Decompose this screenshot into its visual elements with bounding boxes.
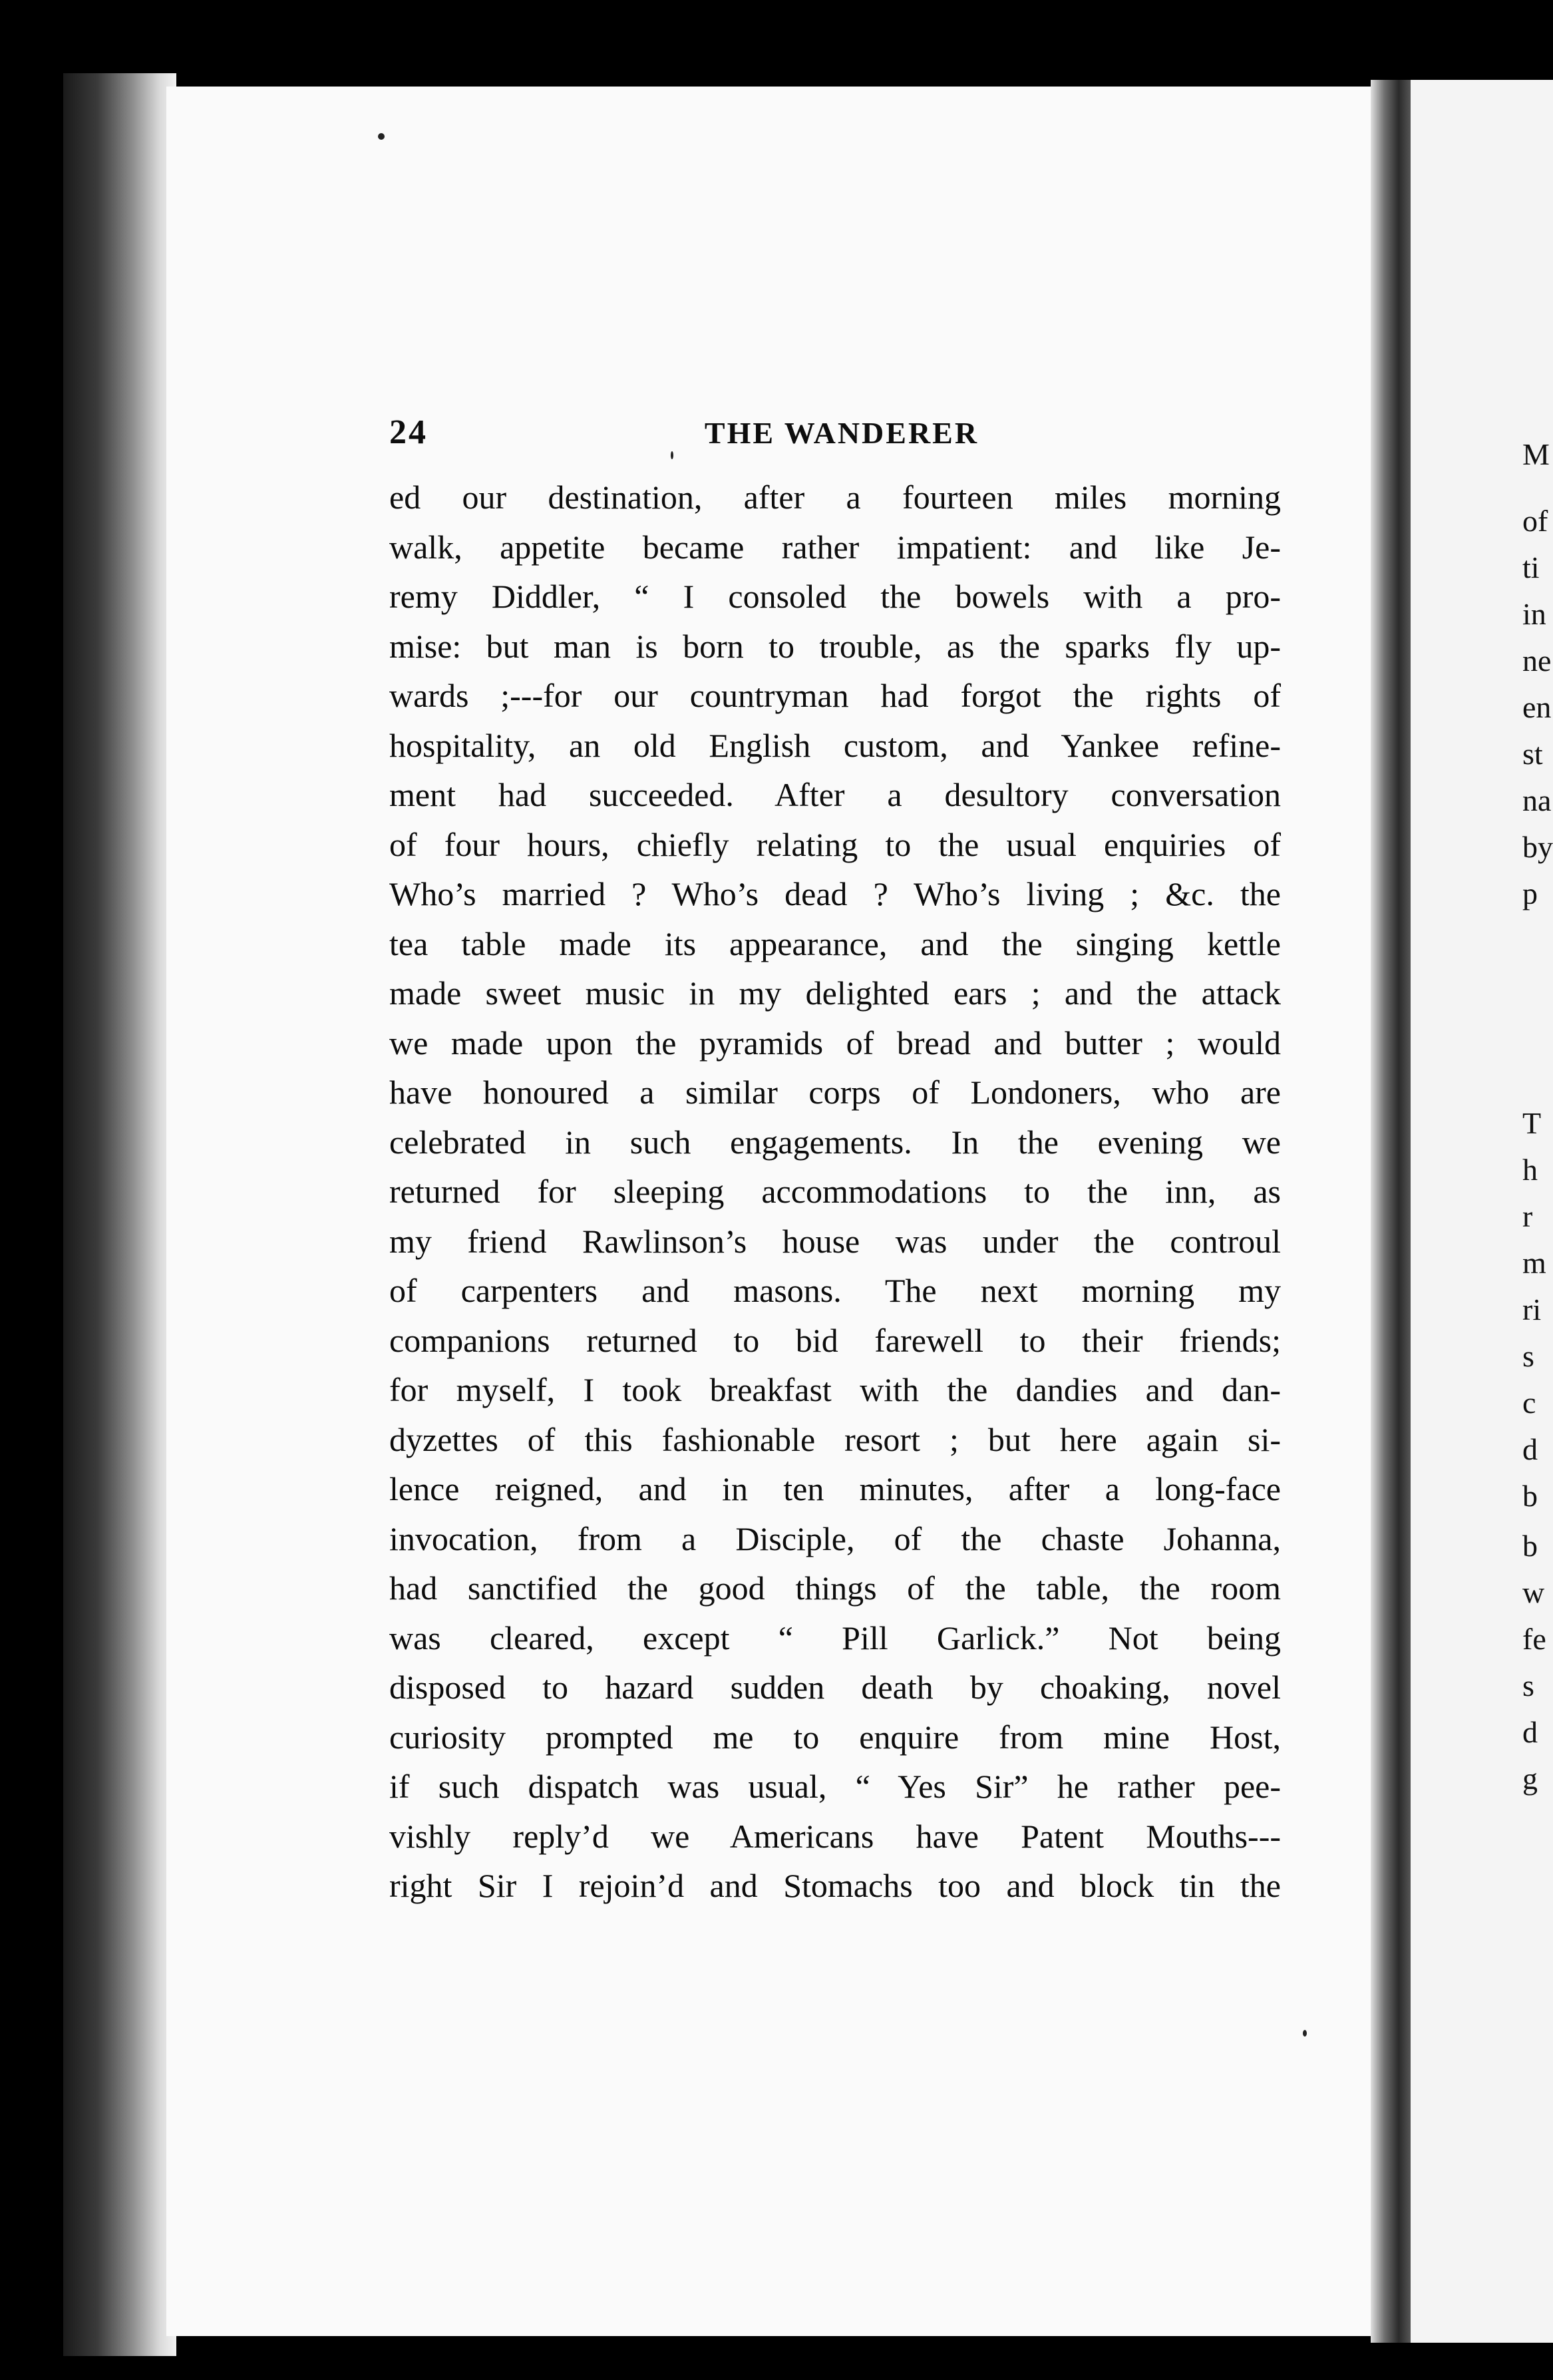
facing-page-fragment: g bbox=[1522, 1762, 1538, 1796]
body-text bbox=[389, 473, 1281, 1911]
facing-page-fragment: w bbox=[1522, 1575, 1545, 1609]
text-line: of carpenters and masons. The next morning my bbox=[389, 1272, 1281, 1309]
facing-page bbox=[1411, 80, 1553, 2343]
facing-page-fragment: s bbox=[1522, 1339, 1534, 1373]
facing-page-fragment: b bbox=[1522, 1479, 1538, 1513]
facing-page-fragment: d bbox=[1522, 1432, 1538, 1466]
scan-speck bbox=[378, 133, 385, 140]
text-line: for myself, I took breakfast with the dandies and dan- bbox=[389, 1371, 1281, 1408]
text-line: returned for sleeping accommodations to the inn, as bbox=[389, 1173, 1281, 1210]
text-line: my friend Rawlinson’s house was under the controul bbox=[389, 1222, 1281, 1260]
scan-speck bbox=[1303, 2030, 1307, 2037]
facing-page-fragment: by bbox=[1522, 830, 1553, 864]
text-line: celebrated in such engagements. In the evening we bbox=[389, 1123, 1281, 1161]
text-line: ed our destination, after a fourteen miles morning bbox=[389, 479, 1281, 516]
text-line: made sweet music in my delighted ears ; and the attack bbox=[389, 974, 1281, 1012]
facing-page-fragment: m bbox=[1522, 1246, 1546, 1280]
text-line: of four hours, chiefly relating to the usual enquiries of bbox=[389, 825, 1281, 863]
page-title: THE WANDERER bbox=[704, 416, 979, 450]
text-line: wards ;---for our countryman had forgot the rights of bbox=[389, 677, 1281, 714]
text-line: ment had succeeded. After a desultory conversation bbox=[389, 776, 1281, 813]
facing-page-fragment: of bbox=[1522, 504, 1548, 538]
facing-page-fragment: M bbox=[1522, 437, 1550, 471]
text-line: mise: but man is born to trouble, as the sparks fly up- bbox=[389, 627, 1281, 665]
scan-speck bbox=[671, 451, 673, 459]
facing-page-fragment: ri bbox=[1522, 1292, 1542, 1326]
text-line: had sanctified the good things of the table, the room bbox=[389, 1569, 1281, 1607]
text-line: walk, appetite became rather impatient: and like Je- bbox=[389, 528, 1281, 566]
book-gutter bbox=[1371, 80, 1411, 2343]
text-line: vishly reply’d we Americans have Patent Mouths--- bbox=[389, 1817, 1281, 1855]
facing-page-fragment: c bbox=[1522, 1386, 1536, 1420]
facing-page-fragment: st bbox=[1522, 737, 1543, 771]
text-line: dyzettes of this fashionable resort ; but here again si- bbox=[389, 1420, 1281, 1458]
facing-page-fragment: p bbox=[1522, 877, 1538, 910]
facing-page-fragment: s bbox=[1522, 1669, 1534, 1702]
facing-page-fragment: b bbox=[1522, 1529, 1538, 1563]
page-number: 24 bbox=[389, 413, 428, 451]
text-line: remy Diddler, “ I consoled the bowels with a pro- bbox=[389, 578, 1281, 615]
text-line: curiosity prompted me to enquire from mine Host, bbox=[389, 1718, 1281, 1756]
facing-page-fragment: r bbox=[1522, 1199, 1533, 1233]
text-line: lence reigned, and in ten minutes, after a long-face bbox=[389, 1470, 1281, 1507]
text-line: if such dispatch was usual, “ Yes Sir” he rather pee- bbox=[389, 1768, 1281, 1805]
facing-page-fragment: fe bbox=[1522, 1622, 1546, 1656]
facing-page-fragment: T bbox=[1522, 1106, 1542, 1140]
facing-page-fragment: in bbox=[1522, 597, 1546, 631]
text-line: disposed to hazard sudden death by choaking, novel bbox=[389, 1669, 1281, 1706]
facing-page-fragment: d bbox=[1522, 1715, 1538, 1749]
text-line: tea table made its appearance, and the singing kettle bbox=[389, 924, 1281, 962]
facing-page-fragment: ne bbox=[1522, 644, 1552, 678]
running-head bbox=[389, 413, 1294, 459]
book-edge-left bbox=[63, 73, 176, 2356]
text-line: companions returned to bid farewell to their friends; bbox=[389, 1321, 1281, 1359]
facing-page-fragment: en bbox=[1522, 690, 1552, 724]
text-line: Who’s married ? Who’s dead ? Who’s living ; &c. the bbox=[389, 875, 1281, 912]
text-line: right Sir I rejoin’d and Stomachs too and block tin the bbox=[389, 1867, 1281, 1904]
text-line: hospitality, an old English custom, and Yankee refine- bbox=[389, 726, 1281, 764]
text-line: have honoured a similar corps of Londoners, who are bbox=[389, 1074, 1281, 1111]
text-line: we made upon the pyramids of bread and butter ; would bbox=[389, 1024, 1281, 1062]
text-line: invocation, from a Disciple, of the chaste Johanna, bbox=[389, 1519, 1281, 1557]
text-line: was cleared, except “ Pill Garlick.” Not being bbox=[389, 1619, 1281, 1657]
facing-page-fragment: h bbox=[1522, 1153, 1538, 1187]
facing-page-fragment: ti bbox=[1522, 550, 1540, 584]
facing-page-fragment: na bbox=[1522, 783, 1552, 817]
